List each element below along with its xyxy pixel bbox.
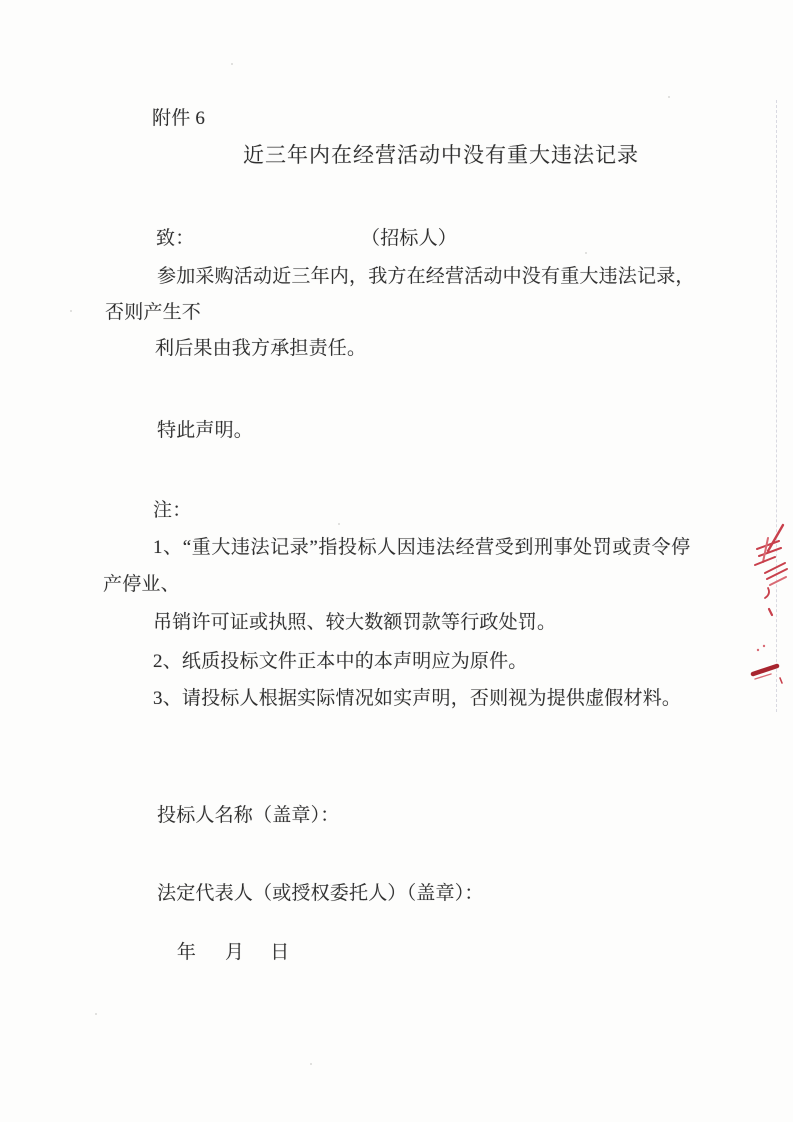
note-1-line-1: 1、“重大违法记录”指投标人因违法经营受到刑事处罚或责令停	[153, 537, 691, 558]
note-1-line-2: 产停业、	[103, 574, 180, 595]
body-paragraph-line-2: 否则产生不	[105, 302, 202, 323]
date-day-label: 日	[270, 942, 290, 963]
body-paragraph-line-1: 参加采购活动近三年内，我方在经营活动中没有重大违法记录，	[157, 266, 695, 287]
date-year-label: 年	[176, 942, 197, 963]
bidder-name-label: 投标人名称（盖章）：	[157, 805, 340, 826]
scan-noise-speck	[668, 96, 670, 98]
date-line	[157, 917, 289, 989]
date-month-label: 月	[225, 942, 245, 963]
document-title: 近三年内在经营活动中没有重大违法记录	[243, 143, 639, 167]
note-2-line: 2、纸质投标文件正本中的本声明应为原件。	[153, 651, 528, 672]
legal-representative-label: 法定代表人（或授权委托人）（盖章）：	[157, 883, 484, 904]
note-3-line: 3、请投标人根据实际情况如实声明，否则视为提供虚假材料。	[153, 688, 682, 709]
note-1-line-3: 吊销许可证或执照、较大数额罚款等行政处罚。	[153, 612, 557, 633]
salutation-recipient: （招标人）	[361, 228, 458, 249]
scan-noise-speck	[231, 63, 233, 65]
scan-noise-speck	[70, 310, 72, 312]
notes-heading: 注：	[153, 500, 192, 521]
body-paragraph-line-3: 利后果由我方承担责任。	[155, 338, 367, 359]
scan-noise-speck	[95, 1013, 97, 1015]
scan-noise-speck	[310, 1063, 312, 1065]
declaration-line: 特此声明。	[157, 420, 254, 441]
red-pen-annotation	[733, 503, 793, 703]
salutation-label: 致：	[156, 228, 195, 249]
scan-noise-speck	[585, 252, 587, 254]
scan-noise-speck	[338, 523, 340, 525]
attachment-label: 附件 6	[152, 108, 206, 129]
